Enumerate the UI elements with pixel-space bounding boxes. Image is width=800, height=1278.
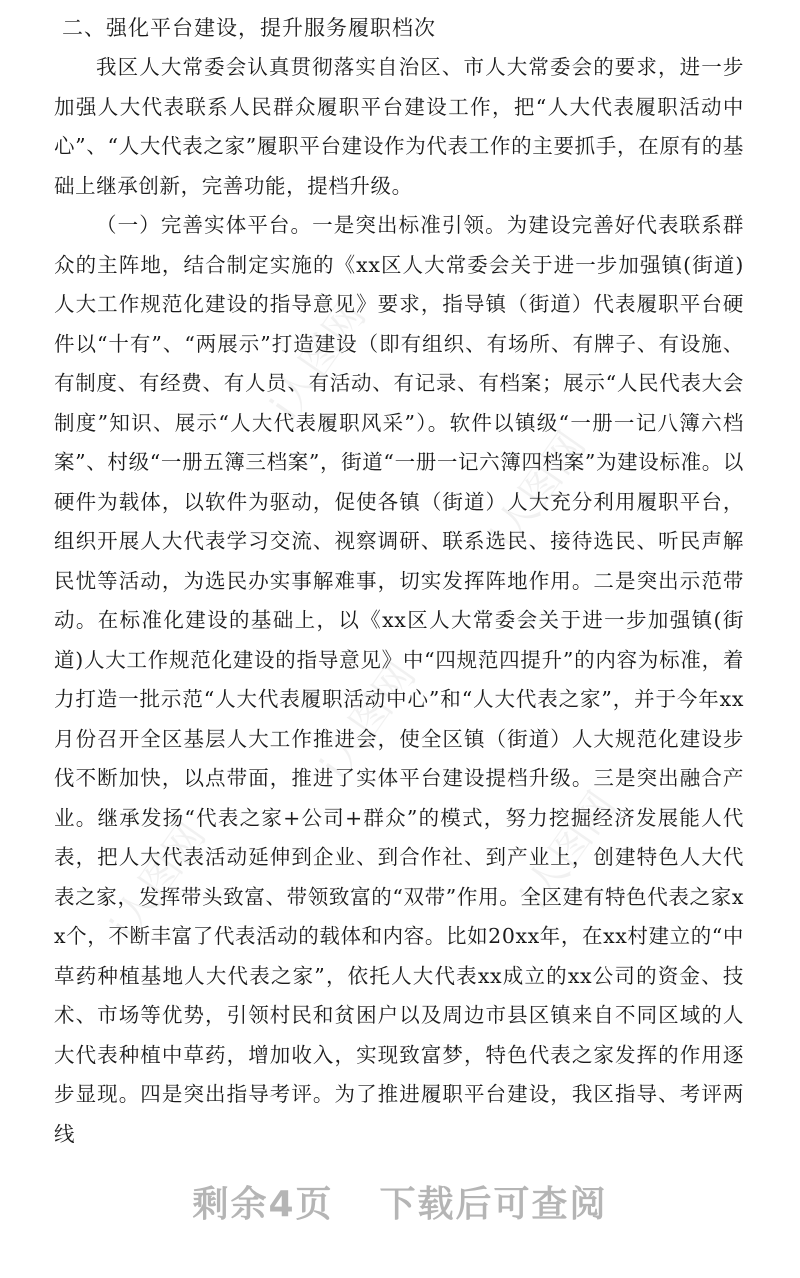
remaining-pages-label: 剩余4页 — [192, 1184, 334, 1225]
paragraph-intro: 我区人大常委会认真贯彻落实自治区、市人大常委会的要求，进一步加强人大代表联系人民群众履职平台建设工作，把“人大代表履职活动中心”、“人大代表之家”履职平台建设作为代表工作的主要抓手，在原有的基础上继承创新，完善功能，提档升级。 — [54, 55, 744, 198]
watermark: i人图网 — [261, 293, 375, 428]
paragraph-physical-platform: （一）完善实体平台。一是突出标准引领。为建设完善好代表联系群众的主阵地，结合制定实施的《xx区人大常委会关于进一步加强镇(街道)人大工作规范化建设的指导意见》要求，指导镇（街道）代表履职平台硬件以“十有”、“两展示”打造建设（即有组织、有场所、有牌子、有设施、有制度、有经费、有人员、有活动、有记录、有档案；展示“人民代表大会制度”知识、展示“人大代表履职风采”）。软件以镇级“一册一记八簿六档案”、村级“一册五簿三档案”，街道“一册一记六簿四档案”为建设标准。以硬件为载体，以软件为驱动，促使各镇（街道）人大充分利用履职平台，组织开展人大代表学习交流、视察调研、联系选民、接待选民、听民声解民忧等活动，为选民办实事解难事，切实发挥阵地作用。二是突出示范带动。在标准化建设的基础上，以《xx区人大常委会关于进一步加强镇(街道)人大工作规范化建设的指导意见》中“四规范四提升”的内容为标准，着力打造一批示范“人大代表履职活动中心”和“人大代表之家”，并于今年xx月份召开全区基层人大工作推进会，使全区镇（街道）人大规范化建设步伐不断加快，以点带面，推进了实体平台建设提档升级。三是突出融合产业。继承发扬“代表之家+公司+群众”的模式，努力挖掘经济发展能人代表，把人大代表活动延伸到企业、到合作社、到产业上，创建特色人大代表之家，发挥带头致富、带领致富的“双带”作用。全区建有特色代表之家xx个，不断丰富了代表活动的载体和内容。比如20xx年，在xx村建立的“中草药种植基地人大代表之家”，依托人大代表xx成立的xx公司的资金、技术、市场等优势，引领村民和贫困户以及周边市县区镇来自不同区域的人大代表种植中草药，增加收入，实现致富梦，特色代表之家发挥的作用逐步显现。四是突出指导考评。为了推进履职平台建设，我区指导、考评两线 — [54, 213, 744, 1146]
document-body — [54, 14, 744, 1154]
watermark: i人图网 — [481, 423, 595, 558]
download-banner[interactable] — [0, 1176, 800, 1227]
watermark: i人图网 — [511, 783, 625, 918]
download-prompt-label: 下载后可查阅 — [379, 1184, 608, 1225]
watermark: i人图网 — [311, 653, 425, 788]
watermark: i人图网 — [101, 813, 215, 948]
section-heading: 二、强化平台建设，提升服务履职档次 — [62, 16, 436, 40]
